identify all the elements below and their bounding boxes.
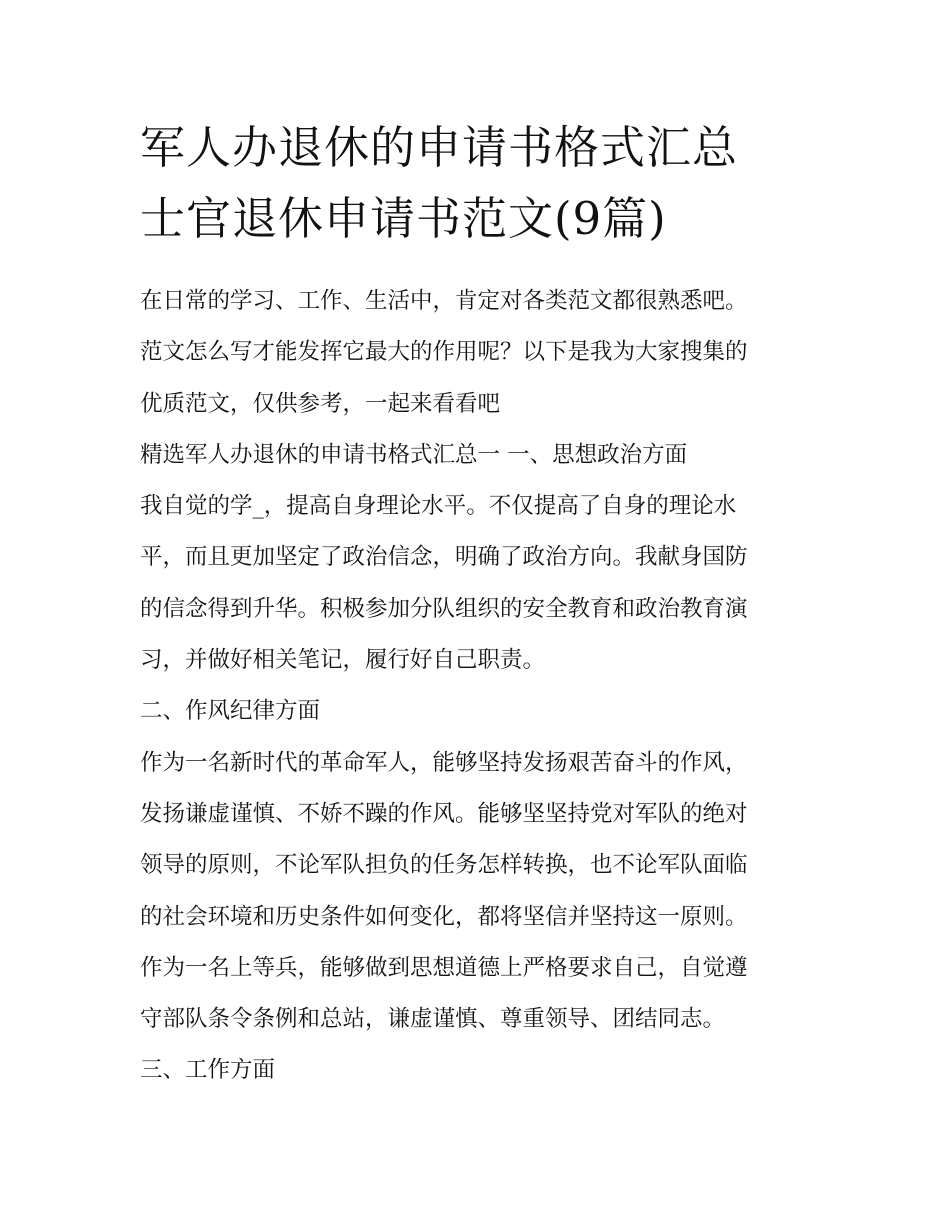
paragraph-line: 优质范文，仅供参考，一起来看看吧 xyxy=(140,390,501,417)
paragraph-line: 守部队条令条例和总站，谦虚谨慎、尊重领导、团结同志。 xyxy=(140,1006,726,1033)
document-body xyxy=(140,276,830,1097)
paragraph-line: 的社会环境和历史条件如何变化，都将坚信并坚持这一原则。 xyxy=(140,903,748,930)
paragraph-line: 领导的原则，不论军队担负的任务怎样转换，也不论军队面临 xyxy=(140,852,748,879)
paragraph-line: 作为一名新时代的革命军人，能够坚持发扬艰苦奋斗的作风， xyxy=(140,749,748,776)
paragraph-line: 的信念得到升华。积极参加分队组织的安全教育和政治教育演 xyxy=(140,595,748,622)
paragraph-line: 在日常的学习、工作、生活中，肯定对各类范文都很熟悉吧。 xyxy=(140,288,748,314)
paragraph-line: 我自觉的学_，提高自身理论水平。不仅提高了自身的理论水 xyxy=(140,493,737,520)
document-title xyxy=(140,112,840,254)
title-line: 军人办退休的申请书格式汇总 xyxy=(140,121,739,174)
paragraph-line: 发扬谦虚谨慎、不娇不躁的作风。能够坚坚持党对军队的绝对 xyxy=(140,800,748,827)
section-heading-line: 二、作风纪律方面 xyxy=(140,698,321,725)
section-heading-line: 三、工作方面 xyxy=(140,1057,276,1084)
paragraph-line: 习，并做好相关笔记，履行好自己职责。 xyxy=(140,647,546,674)
section-heading-line: 精选军人办退休的申请书格式汇总一 一、思想政治方面 xyxy=(140,441,688,468)
paragraph-line: 作为一名上等兵，能够做到思想道德上严格要求自己，自觉遵 xyxy=(140,954,748,981)
paragraph-line: 平，而且更加坚定了政治信念，明确了政治方向。我献身国防 xyxy=(140,544,748,571)
paragraph-line: 范文怎么写才能发挥它最大的作用呢？以下是我为大家搜集的 xyxy=(140,339,748,366)
title-line: 士官退休申请书范文(9篇) xyxy=(140,192,667,245)
